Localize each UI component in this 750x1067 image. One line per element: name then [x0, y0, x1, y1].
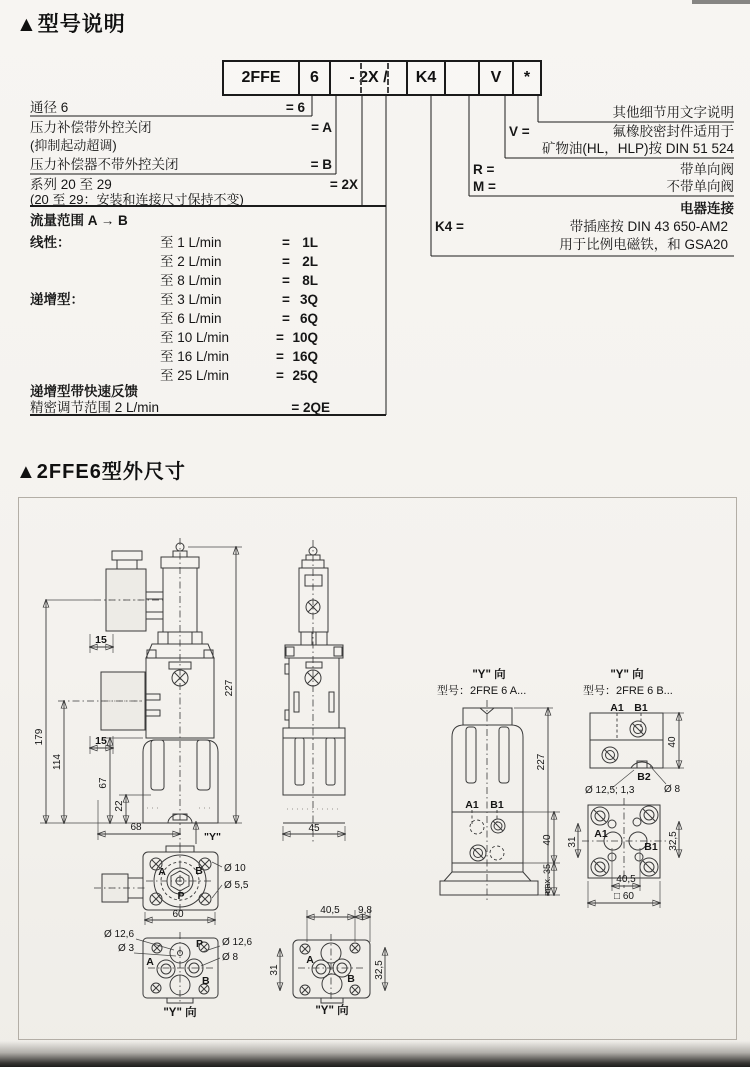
d4-dim-40: 40	[667, 736, 678, 748]
view-caption: "Y" 向	[163, 1007, 197, 1019]
flow-qty: 至 16 L/min	[160, 349, 230, 364]
r-text: 带单向阀	[680, 162, 734, 177]
d3-model-caption: 型号：2FRE 6 A...	[437, 685, 527, 697]
flow-code: 10Q	[292, 330, 318, 345]
flow-code: 1L	[302, 235, 318, 250]
dim-label-40-5: 40,5	[320, 905, 340, 916]
dim-label-9-8: 9,8	[358, 905, 372, 916]
dim-label-22: 22	[114, 800, 125, 812]
flow-fast-label: 精密调节范围 2 L/min	[30, 400, 160, 415]
drawing-front-view	[283, 540, 345, 842]
d3-dim-40: 40	[542, 834, 553, 846]
callout-dia8: Ø 8	[222, 952, 239, 963]
m-text: 不带单向阀	[666, 179, 734, 194]
d4-view-caption: "Y" 向	[610, 669, 644, 681]
d4-callout-dia8: Ø 8	[664, 784, 681, 795]
d4-port-b1: B1	[634, 702, 648, 714]
row-a-label: 压力补偿带外控关闭	[30, 120, 152, 135]
flow-eq: =	[282, 311, 290, 326]
v-line2: 矿物油(HL，HLP)按 DIN 51 524	[541, 141, 734, 156]
dim-label-179: 179	[34, 728, 45, 746]
code-cell-k4: K4	[406, 60, 446, 96]
callout-dia12-6-right: Ø 12,6	[222, 937, 253, 948]
port-label-b: B	[195, 865, 203, 877]
dim-label-60: 60	[172, 909, 184, 920]
k4-line2: 用于比例电磁铁，和 GSA20	[559, 237, 728, 252]
flow-qty: 至 8 L/min	[160, 273, 222, 288]
section-title-dimensions: ▲2FFE6型外尺寸	[16, 461, 186, 483]
row-a-note: (抑制起动超调)	[30, 138, 117, 153]
page-bottom-shadow	[0, 1041, 750, 1067]
d4-dim-40-5: 40,5	[616, 874, 636, 885]
y-direction-label: "Y"	[204, 831, 221, 843]
d3-dim-max35: max. 35	[542, 863, 552, 897]
row-series-label: 系列 20 至 29	[30, 177, 112, 192]
d4-dim-32-5: 32,5	[668, 831, 679, 851]
model-code-boxes	[222, 60, 542, 96]
d4-plate-b1: B1	[644, 841, 658, 853]
d4-port-a1: A1	[610, 702, 624, 714]
port-label-b3: B	[347, 973, 355, 985]
d3-port-a1: A1	[465, 799, 479, 811]
r-prefix: R =	[473, 162, 495, 177]
row-size-label: 通径 6	[30, 100, 69, 115]
d4-dim-60: □ 60	[614, 891, 634, 902]
row-b-code: = B	[310, 157, 332, 172]
row-series-code: = 2X	[329, 177, 358, 192]
d4-plate-a1: A1	[594, 828, 608, 840]
flow-title: 流量范围 A → B	[30, 213, 128, 228]
flow-qty: 至 2 L/min	[160, 254, 222, 269]
callout-dia3: Ø 3	[118, 943, 135, 954]
flow-code: 3Q	[299, 292, 318, 307]
port-label-a: A	[158, 866, 166, 878]
flow-eq: =	[276, 349, 284, 364]
row-a-code: = A	[311, 120, 332, 135]
row-b-label: 压力补偿器不带外控关闭	[30, 157, 179, 172]
flow-code: 2L	[302, 254, 318, 269]
k4-line1: 带插座按 DIN 43 650-AM2	[569, 219, 728, 234]
flow-code: 8L	[302, 273, 318, 288]
dim-label-15-top: 15	[95, 634, 107, 646]
flow-code: 25Q	[292, 368, 318, 383]
code-cell-blank	[444, 60, 480, 96]
code-cell-series-name: 2FFE	[222, 60, 300, 96]
flow-fast-code: = 2QE	[291, 400, 330, 415]
flow-eq: =	[282, 235, 290, 250]
d4-port-b2: B2	[637, 771, 651, 783]
drawing-side-view	[34, 538, 242, 846]
port-label-b2: B	[202, 975, 210, 987]
dim-label-15-mid: 15	[95, 735, 107, 747]
drawing-2fre6a-view	[437, 667, 560, 902]
drawing-port-face	[94, 846, 249, 925]
row-series-note: (20 至 29：安装和连接尺寸保持不变)	[30, 192, 244, 207]
d4-model-caption: 型号：2FRE 6 B...	[583, 685, 673, 697]
dim-label-227: 227	[224, 679, 235, 697]
drawing-mounting-pattern	[269, 905, 385, 1017]
flow-qty: 至 1 L/min	[160, 235, 222, 250]
m-prefix: M =	[473, 179, 496, 194]
flow-qty: 至 3 L/min	[160, 292, 222, 307]
d4-dim-31: 31	[567, 836, 578, 848]
flow-qty: 至 25 L/min	[160, 368, 230, 383]
flow-eq: =	[276, 368, 284, 383]
v-prefix: V =	[509, 124, 530, 139]
d3-dim-227: 227	[536, 753, 547, 771]
page-edge-mark	[692, 0, 750, 4]
elec-title: 电器连接	[680, 201, 734, 216]
view-caption2: "Y" 向	[315, 1005, 349, 1017]
flow-eq: =	[282, 254, 290, 269]
d3-view-caption: "Y" 向	[472, 669, 506, 681]
v-line1: 氟橡胶密封件适用于	[612, 124, 734, 139]
callout-dia12-6-left: Ø 12,6	[104, 929, 135, 940]
code-cell-star: *	[512, 60, 542, 96]
drawing-2fre6b-view	[567, 667, 684, 908]
port-label-p2: P	[196, 938, 204, 950]
dim-label-32-5: 32,5	[374, 960, 385, 980]
row-size-code: = 6	[285, 100, 305, 115]
flow-eq: =	[282, 292, 290, 307]
dim-label-114: 114	[52, 754, 63, 770]
code-cell-size: 6	[298, 60, 331, 96]
callout-dia10: Ø 10	[224, 863, 246, 874]
flow-fast-title: 递增型带快速反馈	[30, 384, 138, 399]
code-cell-series-label: - 2X /	[349, 69, 388, 86]
callout-dia5-5: Ø 5,5	[224, 880, 249, 891]
dimension-drawings	[0, 480, 750, 1055]
dim-label-68: 68	[130, 822, 142, 833]
flow-eq: =	[282, 273, 290, 288]
section-title-model-code: ▲型号说明	[16, 13, 126, 36]
flow-group: 线性：	[30, 235, 71, 250]
code-cell-v: V	[478, 60, 514, 96]
star-note: 其他细节用文字说明	[612, 105, 734, 120]
port-label-a2: A	[146, 956, 154, 968]
drawing-mounting-face	[104, 929, 252, 1019]
flow-qty: 至 10 L/min	[160, 330, 230, 345]
d4-callout-dia12-5: Ø 12,5; 1,3	[585, 785, 635, 796]
code-cell-series	[329, 60, 408, 96]
flow-code: 16Q	[292, 349, 318, 364]
dim-label-67: 67	[98, 777, 109, 789]
flow-code: 6Q	[299, 311, 318, 326]
dim-label-45: 45	[308, 823, 320, 834]
flow-eq: =	[276, 330, 284, 345]
port-label-p: P	[177, 890, 185, 902]
flow-group: 递增型：	[30, 292, 84, 307]
k4-prefix: K4 =	[435, 219, 464, 234]
dim-label-31: 31	[269, 964, 280, 976]
d3-port-b1: B1	[490, 799, 504, 811]
flow-qty: 至 6 L/min	[160, 311, 222, 326]
port-label-a3: A	[306, 954, 314, 966]
